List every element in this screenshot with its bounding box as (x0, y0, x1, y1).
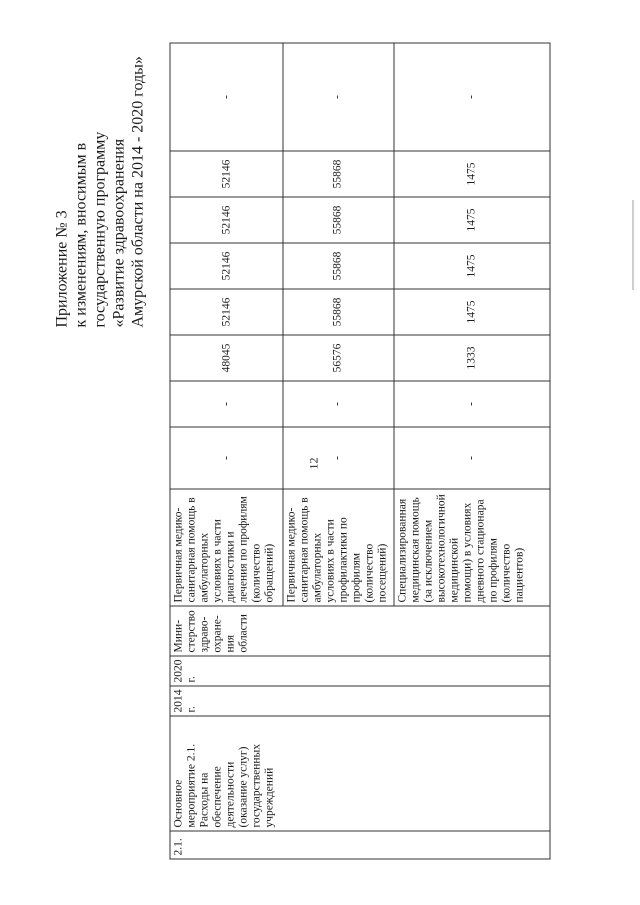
value-cell: 1333 (393, 335, 549, 381)
value-cell: 55868 (283, 243, 393, 289)
value-cell: - (170, 43, 283, 151)
appendix-line: к изменениям, вносимым в (72, 142, 90, 328)
row-number: 2.1. (170, 831, 550, 859)
value-cell: - (170, 427, 283, 489)
appendix-header (53, 18, 148, 458)
value-cell: 48045 (170, 335, 283, 381)
appendix-line: Приложение № 3 (53, 210, 71, 328)
program-table (169, 42, 550, 859)
page-number: 12 (306, 457, 321, 470)
program-table-wrap (169, 43, 550, 859)
value-cell: 52146 (170, 243, 283, 289)
value-cell: 52146 (170, 197, 283, 243)
scan-edge-mark (632, 200, 634, 290)
event-name: Основное мероприятие 2.1. Расходы на обеспечение деятельности (оказание услуг) государственных учреждений (170, 716, 550, 831)
value-cell: - (283, 43, 393, 151)
value-cell: 55868 (283, 197, 393, 243)
value-cell: - (283, 427, 393, 489)
value-cell: 1475 (393, 243, 549, 289)
value-cell: 1475 (393, 197, 549, 243)
value-cell: - (393, 427, 549, 489)
start-year: 2014 г. (170, 686, 550, 716)
appendix-line: государственную программу (91, 131, 109, 328)
value-cell: - (393, 381, 549, 427)
value-cell: 52146 (170, 151, 283, 197)
table-row (170, 43, 283, 859)
value-cell: 1475 (393, 289, 549, 335)
value-cell: - (283, 381, 393, 427)
value-cell: 55868 (283, 151, 393, 197)
indicator-cell: Первичная медико-санитарная помощь в амбулаторных условиях в части диагностики и лечения по профилям (количество обращений) (170, 489, 283, 606)
value-cell: - (170, 381, 283, 427)
executor: Мини-стерство здраво-охране-ния области (170, 606, 550, 656)
value-cell: - (393, 43, 549, 151)
value-cell: 56576 (283, 335, 393, 381)
value-cell: 55868 (283, 289, 393, 335)
indicator-cell: Специализированная медицинская помощь (за исключением высокотехнологичной медицинской помощи) в условиях дневного стационара по профилям (количество пациентов) (393, 489, 549, 606)
value-cell: 1475 (393, 151, 549, 197)
appendix-line: «Развитие здравоохранения (110, 138, 128, 328)
appendix-line: Амурской области на 2014 - 2020 годы» (129, 56, 147, 328)
end-year: 2020 г. (170, 656, 550, 686)
value-cell: 52146 (170, 289, 283, 335)
indicator-cell: Первичная медико-санитарная помощь в амбулаторных условиях в части профилактики по профилям (количество посещений) (283, 489, 393, 606)
